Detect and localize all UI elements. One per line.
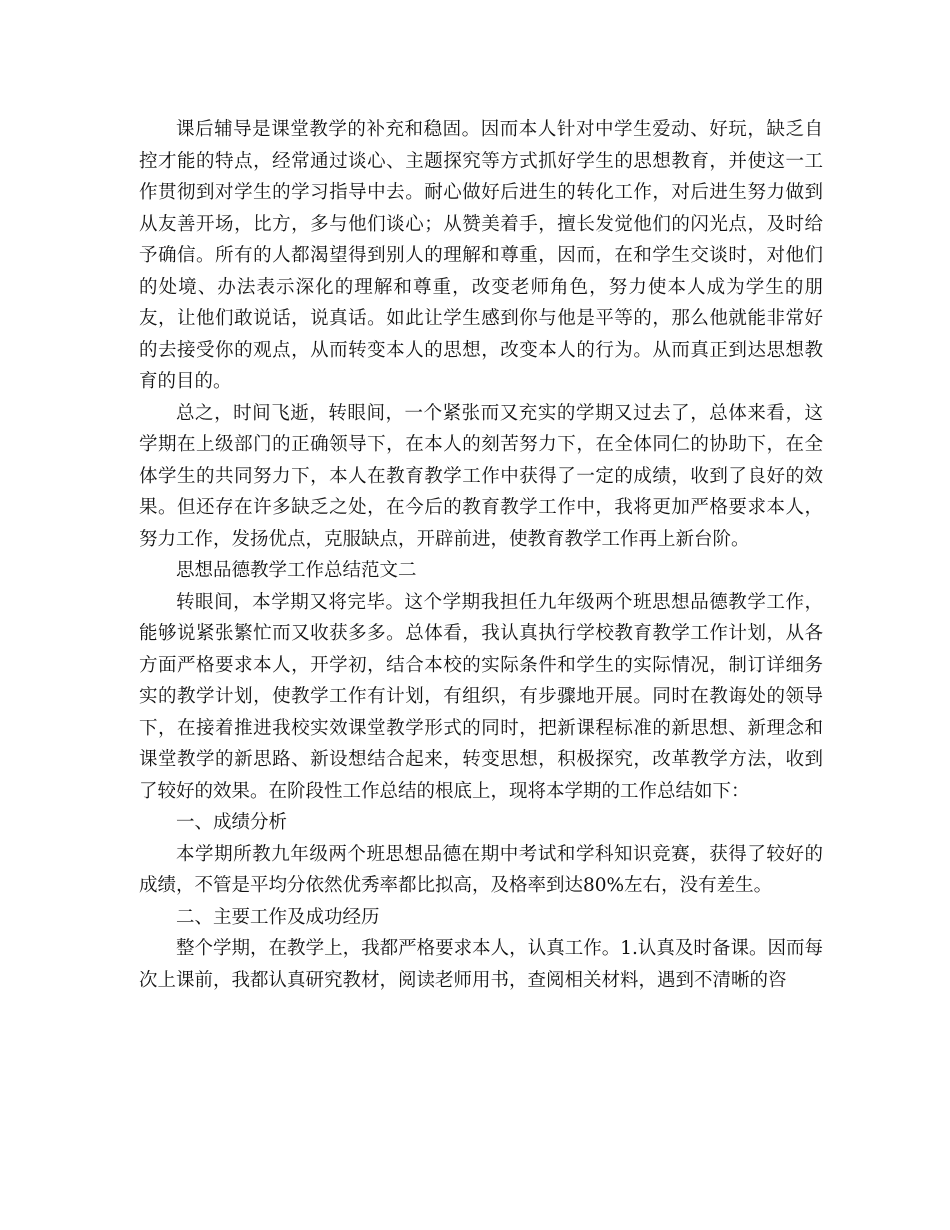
heading-main-work: 二、主要工作及成功经历	[176, 906, 380, 928]
paragraph-summary: 总之，时间飞逝，转眼间，一个紧张而又充实的学期又过去了，总体来看，这学期在上级部门的正确领导下，在本人的刻苦努力下，在全体同仁的协助下，在全体学生的共同努力下，本人在教育教学工作中获得了一定的成绩，收到了良好的效果。但还存在许多缺乏之处，在今后的教育教学工作中，我将更加严格要求本人，努力工作，发扬优点，克服缺点，开辟前进，使教育教学工作再上新台阶。	[139, 402, 823, 550]
document-body	[139, 114, 823, 996]
paragraph-main-work: 整个学期，在教学上，我都严格要求本人，认真工作。1.认真及时备课。因而每次上课前，我都认真研究教材，阅读老师用书，查阅相关材料，遇到不清晰的咨	[139, 938, 823, 991]
paragraph-semester-overview: 转眼间，本学期又将完毕。这个学期我担任九年级两个班思想品德教学工作，能够说紧张繁忙而又收获多多。总体看，我认真执行学校教育教学工作计划，从各方面严格要求本人，开学初，结合本校的实际条件和学生的实际情况，制订详细务实的教学计划，使教学工作有计划，有组织，有步骤地开展。同时在教诲处的领导下，在接着推进我校实效课堂教学形式的同时，把新课程标准的新思想、新理念和课堂教学的新思路、新设想结合起来，转变思想，积极探究，改革教学方法，收到了较好的效果。在阶段性工作总结的根底上，现将本学期的工作总结如下：	[139, 591, 823, 802]
paragraph-results: 本学期所教九年级两个班思想品德在期中考试和学科知识竞赛，获得了较好的成绩，不管是平均分依然优秀率都比拟高，及格率到达80%左右，没有差生。	[139, 843, 823, 896]
paragraph-tutoring: 课后辅导是课堂教学的补充和稳固。因而本人针对中学生爱动、好玩，缺乏自控才能的特点，经常通过谈心、主题探究等方式抓好学生的思想教育，并使这一工作贯彻到对学生的学习指导中去。耐心做好后进生的转化工作，对后进生努力做到从友善开场，比方，多与他们谈心；从赞美着手，擅长发觉他们的闪光点，及时给予确信。所有的人都渴望得到别人的理解和尊重，因而，在和学生交谈时，对他们的处境、办法表示深化的理解和尊重，改变老师角色，努力使本人成为学生的朋友，让他们敢说话，说真话。如此让学生感到你与他是平等的，那么他就能非常好的去接受你的观点，从而转变本人的思想，改变本人的行为。从而真正到达思想教育的目的。	[139, 119, 823, 392]
heading-results-analysis: 一、成绩分析	[176, 812, 288, 833]
section-title-sample-two: 思想品德教学工作总结范文二	[176, 560, 417, 581]
